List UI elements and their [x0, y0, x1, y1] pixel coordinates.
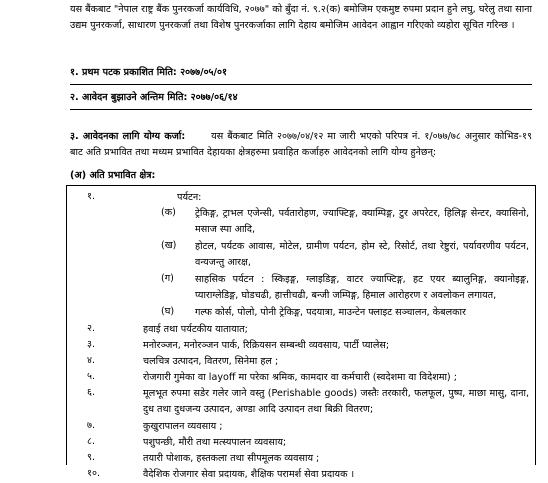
highly-affected-heading: (अ) अति प्रभावित क्षेत्र:	[70, 170, 156, 181]
divider	[70, 84, 532, 85]
first-publish-date: १. प्रथम पटक प्रकाशित मिति: २०७७/०५/०१	[70, 67, 228, 78]
eligible-loan-title: ३. आवेदनका लागि योग्य कर्जा:	[70, 131, 186, 142]
application-deadline: २. आवेदन बुझाउने अन्तिम मिति: २०७७/०६/१४	[70, 92, 238, 103]
eligible-loan-body: यस बैंकबाट मिति २०७७/०४/१२ मा जारी भएको परिपत्र नं. १/०७७/७८ अनुसार कोभिड-१९ बाट अति प्रभावित तथा मध्यम प्रभावित देहायका क्षेत्रहरुमा प्रवाहित कर्जाहरु आवेदनको लागि योग्य हुनेछन्:	[70, 131, 532, 158]
divider	[70, 109, 532, 110]
intro-paragraph: यस बैंकबाट "नेपाल राष्ट्र बैंक पुनरकर्जा कार्यविधि, २०७७" को बुँदा नं. ९.२(क) बमोजिम एकमुष्ट रुपमा प्रदान हुने लघु, घरेलु तथा साना उद्यम पुनरकर्जा, साधारण पुनरकर्जा तथा विशेष पुनरकर्जाका लागि देहाय बमोजिम आवेदन आह्वान गरिएको व्यहोरा सूचित गरिन्छ ।	[70, 4, 532, 31]
eligible-loan-section	[70, 129, 532, 161]
sector-list-box: १. पर्यटन: (क) ट्रेकिङ्ग, ट्राभल एजेन्सी, पर्वतारोहण, ज्याफ्टिङ्ग, क्याम्पिङ्ग, टुर अपरेटर, हिलिङ्ग सेन्टर, क्यासिनो, मसाज स्पा आदि, (ख) होटल, पर्यटक आवास, मोटेल, ग्रामीण पर्यटन, होम स्टे, रिसोर्ट, तथा रेष्टुरां, पर्यावरणीय पर्यटन, वन्यजन्तु आरक्ष, (ग) साहसिक पर्यटन : स्किइङ्ग, ग्लाइडिङ्ग, वाटर ज्याफ्टिङ्ग, हट एयर ब्यालुनिङ्ग, क्यानोइङ्ग, प्याराग्लेडिङ्ग, घोडचढी, हात्तीचढी, बन्जी जम्पिङ्ग, हिमाल आरोहरण र अवलोकन लगायत, (घ) गल्फ कोर्स, पोलो, पोनी ट्रेकिङ्ग, पदयात्रा, माउन्टेन फ्लाइट सञ्चालन, केबलकार २. हवाई तथा पर्यटकीय यातायात; ३. मनोरञ्जन, मनोरञ्जन पार्क, रिक्रियसन सम्बन्धी व्यवसाय, पार्टी प्यालेस; ४. चलचित्र उत्पादन, वितरण, सिनेमा हल ; ५. रोजगारी गुमेका वा layoff मा परेका श्रमिक, कामदार वा कर्मचारी (स्वदेशमा वा विदेशमा) ; ६. मूलभूत रुपमा सडेर गलेर जाने वस्तु (Perishable goods) जस्तैः तरकारी, फलफूल, पुष्प, माछा मासु, दाना, दुध तथा दुधजन्य उत्पादन, अण्डा आदि उत्पादन तथा बिक्री वितरण; ७. कुखुरापालन व्यवसाय ; ८. पशुपन्छी, मौरी तथा मत्स्यपालन व्यवसाय; ९. तयारी पोशाक, हस्तकला तथा सीपमूलक व्यवसाय ; १०. वैदेशिक रोजगार सेवा प्रदायक, शैक्षिक परामर्श सेवा प्रदायक ।	[66, 185, 536, 465]
